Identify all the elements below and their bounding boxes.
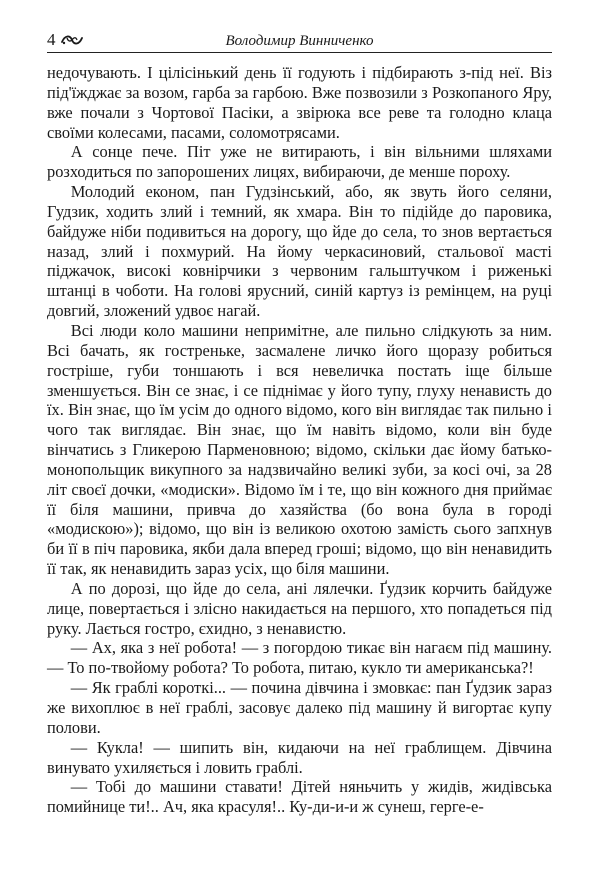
- paragraph: недочувають. І цілісінький день її годують і підбирають з-під неї. Віз під'їжджає за возом, гарба за гарбою. Вже позвозили з Розкопаного Яру, вже почали з Чортової Пасіки, а звірюка все реве та голодно клаца своїми колесами, пасами, соломотрясами.: [47, 63, 552, 142]
- body-text: [47, 63, 552, 817]
- dialogue-paragraph: — Кукла! — шипить він, кидаючи на неї граблищем. Дівчина винувато ухиляється і ловить граблі.: [47, 737, 552, 777]
- dialogue-paragraph: — Ах, яка з неї робота! — з погордою тикає він нагаєм під машину. — То по-твойому робота? То робота, питаю, кукло ти американська?!: [47, 638, 552, 678]
- running-header: [47, 30, 552, 53]
- paragraph: Всі люди коло машини непримітне, але пильно слідкують за ним. Всі бачать, як гостреньке, засмалене личко його щоразу робиться гостріше, губи тоншають і вся невеличка постать іще більше зменшується. Він се знає, і се піднімає у його тупу, глуху ненависть до їх. Він знає, що їм усім до одного відомо, кого він виглядає так пильно і чого так виглядає. Він знає, що їм навіть відомо, коли він буде вінчатись з Гликерою Парменовною; відомо, скільки дає йому батько-монопольщик викупного за надзвичайно великі зуби, за косі очі, за 28 літ своєї дочки, «модиски». Відомо їм і те, що він кожного дня приймає її біля машини, привча до хазяйства (бо вона була в городі «модискою»); відомо, що він із великою охотою замість сього запхнув би її в піч паровика, якби дала вперед гроші; відомо, що він ненавидить її так, як ненавидить зараз усіх, що біля машини.: [47, 320, 552, 579]
- running-title: Володимир Винниченко: [225, 33, 374, 49]
- paragraph: Молодий економ, пан Гудзінський, або, як звуть його селяни, Гудзик, ходить злий і темний, як хмара. Він то підійде до паровика, байдуже ніби подивиться на дорогу, що йде до села, то знов вертається назад, злий і похмурий. На йому черкасиновий, стальової масті піджачок, високі ковнірчики з червоним гальштучком і риженькі штанці в чоботи. На голові ярусний, синій картуз із ремінцем, на руці довгий, зложений удвоє нагай.: [47, 182, 552, 321]
- book-page: [47, 30, 552, 817]
- page-number: 4: [47, 30, 56, 49]
- paragraph: А сонце пече. Піт уже не витирають, і він вільними шляхами розходиться по запорошених лицях, вибираючи, де менше пороху.: [47, 142, 552, 182]
- dialogue-paragraph: — Як граблі короткі... — почина дівчина і змовкає: пан Ґудзик зараз же вихоплює в неї граблі, засовує далеко під машину й вигортає купу полови.: [47, 678, 552, 737]
- paragraph: А по дорозі, що йде до села, ані лялечки. Ґудзик корчить байдуже лице, повертається і злісно накидається на першого, хто попадеться під руку. Лається гостро, єхидно, з ненавистю.: [47, 578, 552, 638]
- dialogue-paragraph: — Тобі до машини ставати! Дітей няньчить у жидів, жидівська помийнице ти!.. Ач, яка красуля!.. Ку-ди-и-и ж сунеш, герге-е-: [47, 777, 552, 817]
